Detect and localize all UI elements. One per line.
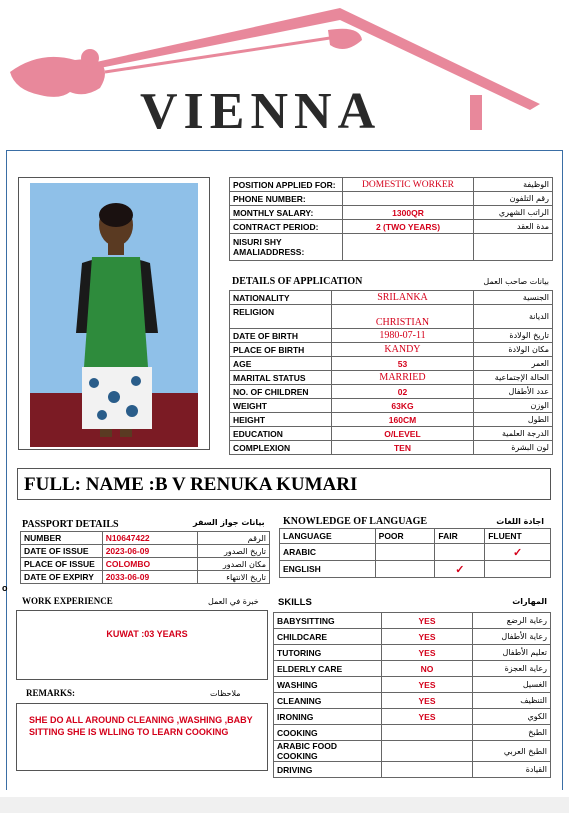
passport-value: N10647422 xyxy=(102,532,198,545)
language-header: LANGUAGE xyxy=(280,529,376,544)
application-label-ar: رقم التلفون xyxy=(474,192,553,206)
details-label-ar: الطول xyxy=(474,413,553,427)
passport-label: DATE OF EXPIRY xyxy=(21,571,103,584)
language-name: ARABIC xyxy=(280,544,376,561)
passport-label-ar: مكان الصدور xyxy=(198,558,270,571)
language-level-poor xyxy=(375,561,435,578)
details-label-ar: الوزن xyxy=(474,399,553,413)
details-value: O/LEVEL xyxy=(331,427,473,441)
details-row xyxy=(230,291,553,305)
details-label-ar: لون البشرة xyxy=(474,441,553,455)
passport-row xyxy=(21,545,270,558)
details-row xyxy=(230,427,553,441)
passport-label: PLACE OF ISSUE xyxy=(21,558,103,571)
skill-value xyxy=(381,762,473,778)
skill-label-ar: الكوي xyxy=(473,709,551,725)
language-title: KNOWLEDGE OF LANGUAGE xyxy=(283,516,428,527)
passport-row xyxy=(21,558,270,571)
language-name: ENGLISH xyxy=(280,561,376,578)
application-label: PHONE NUMBER: xyxy=(230,192,343,206)
application-row xyxy=(230,220,553,234)
skill-row xyxy=(274,693,551,709)
chimney-wall xyxy=(470,95,482,130)
details-label: HEIGHT xyxy=(230,413,332,427)
skills-table xyxy=(273,612,551,778)
skill-row xyxy=(274,762,551,778)
remarks-text: SHE DO ALL AROUND CLEANING ,WASHING ,BABY SITTING SHE IS WLLING TO LEARN COOKING xyxy=(29,715,253,737)
skill-label: ELDERLY CARE xyxy=(274,661,382,677)
application-row xyxy=(230,206,553,220)
skill-value: YES xyxy=(381,645,473,661)
details-value: 1980-07-11 xyxy=(331,329,473,343)
skill-label: WASHING xyxy=(274,677,382,693)
language-table xyxy=(279,528,551,578)
passport-label-ar: الرقم xyxy=(198,532,270,545)
skill-label-ar: تعليم الأطفال xyxy=(473,645,551,661)
skill-value: YES xyxy=(381,693,473,709)
remarks-box xyxy=(16,703,268,771)
passport-title-ar: بيانات جواز السفر xyxy=(193,518,265,527)
skill-label: CHILDCARE xyxy=(274,629,382,645)
remarks-title-ar: ملاحظات xyxy=(210,689,241,698)
application-label-ar: الراتب الشهري xyxy=(474,206,553,220)
agency-logo xyxy=(0,0,569,140)
application-row xyxy=(230,178,553,192)
language-level-fluent: ✓ xyxy=(485,544,551,561)
details-label-ar: الدرجة العلمية xyxy=(474,427,553,441)
skill-row xyxy=(274,629,551,645)
skill-value xyxy=(381,725,473,741)
skill-label-ar: الطبخ العربي xyxy=(473,741,551,762)
passport-row xyxy=(21,532,270,545)
language-level-fair xyxy=(435,544,485,561)
language-level-fair: ✓ xyxy=(435,561,485,578)
skill-label-ar: التنظيف xyxy=(473,693,551,709)
details-label: NO. OF CHILDREN xyxy=(230,385,332,399)
candidate-photo xyxy=(30,183,198,447)
language-header: FLUENT xyxy=(485,529,551,544)
details-row xyxy=(230,413,553,427)
language-title-ar: اجادة اللغات xyxy=(496,517,544,526)
details-row xyxy=(230,441,553,455)
skill-label: IRONING xyxy=(274,709,382,725)
details-label: PLACE OF BIRTH xyxy=(230,343,332,357)
details-label: AGE xyxy=(230,357,332,371)
details-row xyxy=(230,357,553,371)
details-row xyxy=(230,343,553,357)
application-label: MONTHLY SALARY: xyxy=(230,206,343,220)
skill-value: YES xyxy=(381,613,473,629)
skill-label: CLEANING xyxy=(274,693,382,709)
skill-label: ARABIC FOOD COOKING xyxy=(274,741,382,762)
details-title: DETAILS OF APPLICATION xyxy=(232,276,363,287)
passport-label: DATE OF ISSUE xyxy=(21,545,103,558)
application-value: 1300QR xyxy=(342,206,474,220)
details-label: WEIGHT xyxy=(230,399,332,413)
application-label: NISURI SHY AMALIADDRESS: xyxy=(230,234,343,261)
skill-row xyxy=(274,661,551,677)
passport-label-ar: تاريخ الانتهاء xyxy=(198,571,270,584)
details-row xyxy=(230,371,553,385)
language-header: POOR xyxy=(375,529,435,544)
details-label-ar: العمر xyxy=(474,357,553,371)
application-label-ar: مدة العقد xyxy=(474,220,553,234)
duster xyxy=(328,29,362,49)
skill-label: BABYSITTING xyxy=(274,613,382,629)
details-row xyxy=(230,399,553,413)
details-label: MARITAL STATUS xyxy=(230,371,332,385)
details-label: COMPLEXION xyxy=(230,441,332,455)
passport-label-ar: تاريخ الصدور xyxy=(198,545,270,558)
details-value: 02 xyxy=(331,385,473,399)
skill-label: TUTORING xyxy=(274,645,382,661)
details-label-ar: الحالة الإجتماعية xyxy=(474,371,553,385)
remarks-title: REMARKS: xyxy=(26,688,75,698)
skill-row xyxy=(274,677,551,693)
experience-text: KUWAT :03 YEARS xyxy=(106,629,188,639)
skill-value xyxy=(381,741,473,762)
details-title-ar: بيانات صاحب العمل xyxy=(483,277,549,286)
details-label: EDUCATION xyxy=(230,427,332,441)
language-header-row xyxy=(280,529,551,544)
application-value xyxy=(342,234,474,261)
experience-title: WORK EXPERIENCE xyxy=(22,596,113,606)
application-value: DOMESTIC WORKER xyxy=(342,178,474,192)
skill-label-ar: الغسيل xyxy=(473,677,551,693)
details-label: NATIONALITY xyxy=(230,291,332,305)
skill-value: YES xyxy=(381,629,473,645)
language-row xyxy=(280,561,551,578)
skill-row xyxy=(274,725,551,741)
details-value: 53 xyxy=(331,357,473,371)
skill-value: YES xyxy=(381,677,473,693)
skill-label: COOKING xyxy=(274,725,382,741)
experience-box xyxy=(16,610,268,680)
details-value: MARRIED xyxy=(331,371,473,385)
passport-label: NUMBER xyxy=(21,532,103,545)
skill-label-ar: القيادة xyxy=(473,762,551,778)
application-label: POSITION APPLIED FOR: xyxy=(230,178,343,192)
details-value: 63KG xyxy=(331,399,473,413)
skill-label-ar: رعاية العجزة xyxy=(473,661,551,677)
application-row xyxy=(230,192,553,206)
application-row xyxy=(230,234,553,261)
skill-label-ar: رعاية الأطفال xyxy=(473,629,551,645)
skill-row xyxy=(274,709,551,725)
details-value: KANDY xyxy=(331,343,473,357)
details-table xyxy=(229,290,553,455)
passport-table xyxy=(20,531,270,584)
details-value: TEN xyxy=(331,441,473,455)
details-value: CHRISTIAN xyxy=(331,305,473,329)
passport-value: 2023-06-09 xyxy=(102,545,198,558)
maid-head xyxy=(81,49,99,67)
details-row xyxy=(230,385,553,399)
application-label-ar: الوظيفة xyxy=(474,178,553,192)
details-value: SRILANKA xyxy=(331,291,473,305)
passport-value: COLOMBO xyxy=(102,558,198,571)
skill-row xyxy=(274,645,551,661)
application-value: 2 (TWO YEARS) xyxy=(342,220,474,234)
margin-mark: o xyxy=(2,583,8,593)
skill-label-ar: رعاية الرضع xyxy=(473,613,551,629)
passport-title: PASSPORT DETAILS xyxy=(22,519,119,530)
full-name: FULL: NAME :B V RENUKA KUMARI xyxy=(17,468,551,500)
skill-value: NO xyxy=(381,661,473,677)
details-label-ar: عدد الأطفال xyxy=(474,385,553,399)
details-row xyxy=(230,329,553,343)
application-table xyxy=(229,177,553,261)
details-value: 160CM xyxy=(331,413,473,427)
details-row xyxy=(230,305,553,329)
details-label: RELIGION xyxy=(230,305,332,329)
details-label: DATE OF BIRTH xyxy=(230,329,332,343)
skills-title-ar: المهارات xyxy=(512,597,547,606)
details-label-ar: تاريخ الولادة xyxy=(474,329,553,343)
passport-value: 2033-06-09 xyxy=(102,571,198,584)
bottom-band xyxy=(0,797,569,813)
logo-wordmark: VIENNA xyxy=(140,83,382,140)
application-value xyxy=(342,192,474,206)
skill-value: YES xyxy=(381,709,473,725)
skill-row xyxy=(274,613,551,629)
skill-row xyxy=(274,741,551,762)
details-label-ar: الديانة xyxy=(474,305,553,329)
details-label-ar: الجنسية xyxy=(474,291,553,305)
language-row xyxy=(280,544,551,561)
application-label: CONTRACT PERIOD: xyxy=(230,220,343,234)
skills-title: SKILLS xyxy=(278,597,312,608)
language-header: FAIR xyxy=(435,529,485,544)
experience-title-ar: خبرة في العمل xyxy=(208,597,259,606)
details-label-ar: مكان الولادة xyxy=(474,343,553,357)
language-level-poor xyxy=(375,544,435,561)
passport-row xyxy=(21,571,270,584)
application-label-ar xyxy=(474,234,553,261)
skill-label-ar: الطبخ xyxy=(473,725,551,741)
skill-label: DRIVING xyxy=(274,762,382,778)
language-level-fluent xyxy=(485,561,551,578)
